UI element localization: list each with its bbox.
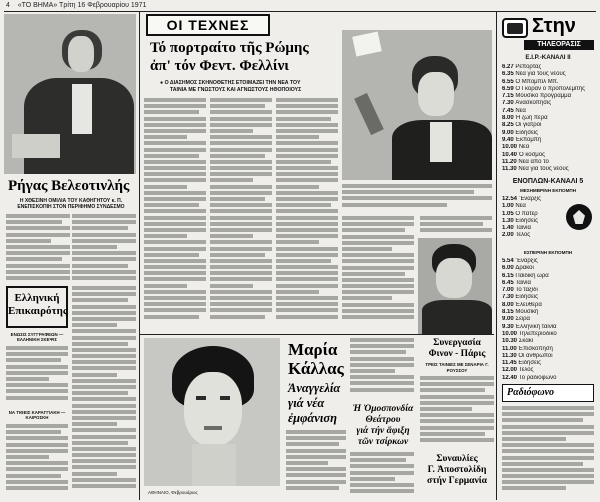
callas-line-3: ἐμφάνιση <box>288 411 337 425</box>
tv-listing-title: Ταινία <box>515 225 531 232</box>
tv-listing-time: 7.45 <box>502 107 516 114</box>
tv-listing-title: Ἐκπομπή <box>515 136 542 143</box>
tv-listing-title: Ο πάτερ <box>515 210 538 217</box>
tv-listing-title: Παιδική ὥρα <box>515 272 549 279</box>
arts-headline-2: ἀπ' τόν Φεντ. Φελλίνι <box>150 58 289 74</box>
tv-listing-time: 10.30 <box>502 338 519 345</box>
headline-rigas: Ρήγας Βελεοτινλής <box>8 178 130 194</box>
tv-listing-row <box>502 360 594 367</box>
tv-listing-time: 6.15 <box>502 272 516 279</box>
tv-listing-title: Τηλεπεριοδικό <box>518 330 557 337</box>
article-synergasia <box>420 376 494 450</box>
arts-banner-text: ΟΙ ΤΕΧΝΕΣ <box>166 17 250 33</box>
tv-listing-title: Ο Γκοράν ό προπολεμίτης <box>515 85 585 92</box>
tv-listing-time: 11.20 <box>502 158 519 165</box>
omon-line-3: γιά τήν ἄφιξη <box>356 426 410 436</box>
arts-banner <box>146 14 270 36</box>
tv-listing-row <box>502 273 594 280</box>
tv-listing-time: 1.40 <box>502 225 516 232</box>
tv-listing-time: 9.30 <box>502 323 516 330</box>
callas-line-2: γιά νέα <box>288 396 325 410</box>
tv-listing-row <box>502 367 594 374</box>
article-omon-top <box>350 338 414 402</box>
arts-headline-1: Τό πορτραίτο τῆς Ρώμης <box>150 40 309 56</box>
tv-listing-title: Μουσικό πρόγραμμα <box>515 93 572 100</box>
article-fellini-col1 <box>144 98 206 330</box>
tv-listing-title: Σειρά <box>515 316 530 323</box>
tv-band: ΤΗΛΕΟΡΑΣΙΣ <box>524 40 594 50</box>
tv-listing-row <box>502 287 594 294</box>
tv-listing-title: Νέα ἀπό τό <box>518 158 549 165</box>
tv-listing-time: 11.00 <box>502 345 519 352</box>
tv-listing-title: Νέα <box>515 107 526 114</box>
tv-listing-row <box>502 280 594 287</box>
tv-listing-row <box>502 108 594 115</box>
article-omon <box>350 452 414 498</box>
tv-listing-title: Ὁ κόσμος <box>518 151 545 158</box>
tv-listing-title: Ρεπορτάζ <box>515 64 542 70</box>
tv-channel-2: ΕΝΟΠΛΩΝ-ΚΑΝΑΛΙ 5 <box>512 178 584 185</box>
tv-listing-time: 1.05 <box>502 210 516 217</box>
tv-listing-title: Εἰδήσεις <box>515 294 538 301</box>
tv-listing-row <box>502 324 594 331</box>
tv-listing-time: 11.30 <box>502 352 519 359</box>
tv-listing-time: 10.00 <box>502 330 519 337</box>
tv-listing-row <box>502 144 594 151</box>
tv-listing-row <box>502 218 562 225</box>
tv-listing-title: Τό ταξίδι <box>515 287 538 294</box>
box-elliniki-epikairotis <box>6 286 68 328</box>
tv-listing-time: 7.15 <box>502 93 516 100</box>
tv-listing-title: Εἰδήσεις <box>515 129 538 136</box>
tv-listing-title: Εἰδήσεις <box>518 360 541 367</box>
photo-actor <box>418 238 492 334</box>
tv-listing-row <box>502 294 594 301</box>
tv-listing-time: 11.30 <box>502 166 519 173</box>
caption-fellini <box>342 184 492 214</box>
tv-listing-time: 11.45 <box>502 360 519 367</box>
tv-listing-time: 7.00 <box>502 287 516 294</box>
tv-listing-row <box>502 258 594 265</box>
section-rule <box>140 334 494 335</box>
tv-listing-time: 6.45 <box>502 279 516 286</box>
tv-listing-row <box>502 100 594 107</box>
tv-schedule-3 <box>502 258 594 382</box>
article-fellini-col5 <box>420 216 492 236</box>
tv-listing-row <box>502 79 594 86</box>
article-epikairotis-1 <box>6 346 68 406</box>
photo-fellini <box>342 30 492 180</box>
tv-listing-title: Ἡ ζωή πέρα <box>515 115 548 122</box>
tv-listing-time: 6.00 <box>502 265 516 272</box>
tv-listing-row <box>502 309 594 316</box>
column-rule-2 <box>496 12 497 500</box>
arts-subhead-2: ΤΑΙΝΙΑ ΜΕ ΓΝΩΣΤΟΥΣ ΚΑΙ ΑΓΝΩΣΤΟΥΣ ΗΘΟΠΟΙΟΥΣ <box>170 87 302 93</box>
tv-listing-row <box>502 122 594 129</box>
tv-listing-row <box>502 375 594 382</box>
tv-listing-time: 7.30 <box>502 294 516 301</box>
tv-listing-row <box>502 93 594 100</box>
tv-listing-row <box>502 346 594 353</box>
tv-listing-row <box>502 196 562 203</box>
tv-listing-title: Οι γιατροί <box>515 122 542 129</box>
tv-listing-title: Ο Μπόμπιλ Μπ. <box>515 78 559 85</box>
tv-listing-title: Οἱ ἄνθρωποι <box>518 352 553 359</box>
tv-listing-title: Ἔναρξις <box>515 258 538 264</box>
tv-listing-row <box>502 86 594 93</box>
tv-listing-title: Ἐπισκόπηση <box>518 345 553 352</box>
synergasia-title-2: Φινον - Πάρις <box>428 349 486 359</box>
tv-listing-row <box>502 115 594 122</box>
tv-schedule-1 <box>502 64 594 176</box>
page-number: 4 <box>6 2 10 9</box>
page-header <box>6 2 146 9</box>
tv-listing-time: 6.35 <box>502 71 516 78</box>
photo-rigas <box>4 14 136 174</box>
omon-line-4: τῶν τσίρκων <box>357 437 409 447</box>
radio-title: Ραδιόφωνο <box>507 387 555 398</box>
tv-listing-time: 10.00 <box>502 144 519 151</box>
tv-listing-row <box>502 159 594 166</box>
synaylies-title-3: στήν Γερμανία <box>427 476 487 486</box>
radio-box <box>502 384 594 402</box>
tv-listing-time: 8.00 <box>502 301 516 308</box>
tv-listing-time: 9.40 <box>502 136 516 143</box>
tv-listing-title: Ἐλεύθερα <box>515 301 542 308</box>
column-rule-1 <box>139 12 140 500</box>
callas-name-1: Μαρία <box>288 340 338 359</box>
tv-listing-time: 1.00 <box>502 203 516 210</box>
tv-listing-row <box>502 331 594 338</box>
tv-listing-row <box>502 232 562 239</box>
tv-listing-title: Ταινία <box>515 279 531 286</box>
tv-listing-title: Εἰδήσεις <box>515 217 538 224</box>
article-epikairotis-2 <box>6 424 68 498</box>
synaylies-title-2: Γ. Ἀποστολίδη <box>427 465 487 475</box>
tv-listing-title: Νέα γιά τούς νέους <box>515 71 566 78</box>
tv-listing-row <box>502 64 594 71</box>
article-rigas-col3 <box>72 286 136 498</box>
header-dateline: «ΤΟ ΒΗΜΑ» Τρίτη 16 Φεβρουαρίου 1971 <box>17 2 147 9</box>
box-subhead: ΕΝΩΣΙΣ ΣΥΓΓΡΑΦΕΩΝ — ΕΛΛΗΝΙΚΗ ΣΚΕΨΙΣ <box>10 332 64 342</box>
tv-listing-time: 12.00 <box>502 367 519 374</box>
tv-listing-title: Ἑλληνική ταινία <box>515 323 557 330</box>
tv-listing-time: 9.00 <box>502 316 516 323</box>
tv-listing-time: 10.40 <box>502 151 519 158</box>
tv-listing-row <box>502 302 594 309</box>
tv-listing-time: 8.15 <box>502 309 516 316</box>
tv-listing-row <box>502 353 594 360</box>
omon-line-1: Ἡ Ὁμοσπονδία <box>352 404 414 414</box>
tv-listing-time: 8.00 <box>502 115 516 122</box>
tv-listing-time: 6.59 <box>502 85 516 92</box>
callas-line-1: Ἀναγγελία <box>288 381 341 395</box>
tv-listing-time: 7.30 <box>502 100 516 107</box>
tv-listing-title: Ἀνασκόπησις <box>515 100 552 107</box>
tv-listing-title: Νέα <box>515 203 526 210</box>
tv-listing-row <box>502 338 594 345</box>
tv-listing-title: Νέα γιά τούς νέους <box>518 166 569 173</box>
army-emblem-icon <box>566 204 592 230</box>
tv-channel-1: Ε.Ι.Ρ.-ΚΑΝΑΛΙ ΙΙ <box>525 54 571 61</box>
caption-callas: ΑΘΗΝΑΙΟ, Φεβρουάριος <box>148 490 198 495</box>
box-title-2: Επικαιρότης <box>8 305 68 317</box>
tv-schedule-2 <box>502 196 562 244</box>
header-rule <box>4 11 596 12</box>
tv-listing-title: Μουσική <box>515 309 539 316</box>
tv-listing-row <box>502 211 562 218</box>
tv-listing-row <box>502 130 594 137</box>
tv-listing-time: 1.30 <box>502 217 516 224</box>
tv-title: Στην <box>532 15 576 37</box>
tv-listing-title: Τέλος <box>518 367 534 374</box>
synergasia-title-1: Συνεργασία <box>433 338 481 348</box>
omon-line-2: Θεάτρου <box>365 415 401 425</box>
synergasia-subhead: ΤΡΕΙΣ ΤΑΙΝΙΕΣ ΜΕ ΣΕΝΑΡΙΑ Γ. ΡΟΥΣΣΟΥ <box>425 362 489 373</box>
tv-listing-time: 8.25 <box>502 122 516 129</box>
tv-listing-title: Ἔναρξις <box>518 196 542 202</box>
tv-listing-row <box>502 137 594 144</box>
callas-name-2: Κάλλας <box>288 359 344 378</box>
tv-listing-time: 9.00 <box>502 129 516 136</box>
box-title-1: Ελληνική <box>14 292 60 304</box>
tv-listing-title: Σκάκι <box>518 338 534 345</box>
tv-block-2: ΕΣΠΕΡΙΝΗ ΕΚΠΟΜΠΗ <box>523 250 573 255</box>
tv-listing-time: 12.54 <box>502 196 519 202</box>
tv-listing-time: 6.27 <box>502 64 516 70</box>
article-fellini-col2 <box>210 98 272 330</box>
tv-listing-row <box>502 71 594 78</box>
article-callas <box>286 430 346 498</box>
photo-callas <box>144 338 280 486</box>
box-subhead-2: ΝΑ ΤΙΘΕΙΣ ΚΑΡΑΓΓΙΑΚΗ — ΚΑΙΡΟΣΚΗ <box>8 410 66 420</box>
article-fellini-col3 <box>276 98 338 330</box>
article-fellini-col4 <box>342 216 414 328</box>
article-rigas-col1 <box>6 214 70 284</box>
tv-listing-title: Δράκοι <box>515 265 534 272</box>
radio-schedule <box>502 406 594 498</box>
tv-listing-time: 6.55 <box>502 78 516 85</box>
tv-set-icon <box>502 18 528 38</box>
tv-listing-title: Νέα <box>518 144 530 151</box>
tv-listing-row <box>502 316 594 323</box>
subhead-rigas: Η ΧΘΕΣΙΝΗ ΟΜΙΛΙΑ ΤΟΥ ΚΑΘΗΓΗΤΟΥ κ. Π. ΕΝΕΠΙΣΚΟΠΙΗ ΣΤΟΝ ΠΕΡΙΦΗΜΟ ΣΥΝΔΕΣΜΟ <box>17 198 125 210</box>
tv-listing-row <box>502 225 562 232</box>
tv-listing-title: Τό ραδιόφωνο <box>518 374 557 381</box>
tv-listing-time: 2.00 <box>502 232 516 239</box>
synaylies-title-1: Συναυλίες <box>436 454 478 464</box>
article-rigas-col2 <box>72 214 136 284</box>
tv-listing-time: 12.40 <box>502 374 519 381</box>
tv-listing-row <box>502 203 562 210</box>
tv-block-1: ΜΕΣΗΜΒΡΙΝΗ ΕΚΠΟΜΠΗ <box>519 188 577 193</box>
tv-listing-row <box>502 265 594 272</box>
arts-subhead-1: ● Ο ΔΙΑΣΗΜΟΣ ΣΚΗΝΟΘΕΤΗΣ ΕΤΟΙΜΑΖΕΙ ΤΗΝ ΝΕΑ ΤΟΥ <box>160 80 301 86</box>
tv-listing-title: Τέλος <box>515 232 531 239</box>
tv-listing-row <box>502 166 594 173</box>
tv-listing-row <box>502 152 594 159</box>
tv-listing-time: 5.54 <box>502 258 516 264</box>
